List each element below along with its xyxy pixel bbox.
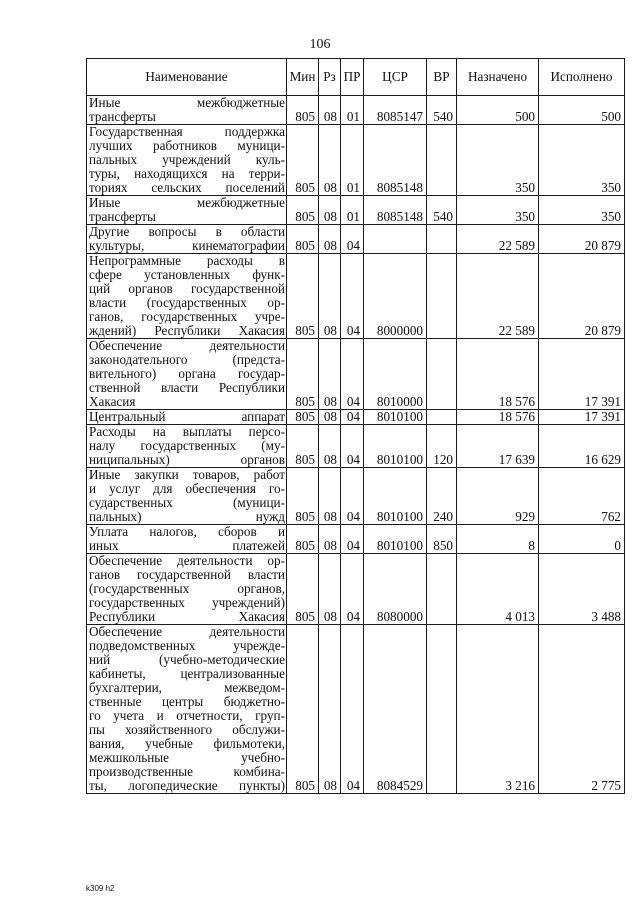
footer-code: k309 h2 [86,884,115,893]
name-line: Хакасия [89,394,136,409]
cell-vr: 540 [427,196,457,225]
name-line: налу государственных (му- [89,438,285,453]
table-row [87,525,625,554]
name-line: сфере установленных функ- [89,267,285,282]
header-vr: ВР [427,59,457,96]
cell-pr: 04 [341,410,364,425]
cell-name [87,196,287,225]
name-line: го учета и отчетности, груп- [89,708,285,723]
cell-min: 805 [287,125,319,196]
cell-naznacheno: 18 576 [457,410,539,425]
name-line: Иные закупки товаров, работ [89,467,285,482]
cell-naznacheno: 350 [457,125,539,196]
cell-name [87,425,287,468]
cell-pr: 04 [341,425,364,468]
table-row [87,225,625,254]
cell-min: 805 [287,225,319,254]
table-row [87,410,625,425]
cell-csr [364,225,427,254]
name-line: ганов государственной власти [89,567,285,582]
cell-rz: 08 [319,96,341,125]
name-line: и услуг для обеспечения го- [89,481,285,496]
name-line: производственные комбина- [89,764,285,779]
cell-name [87,125,287,196]
cell-min: 805 [287,425,319,468]
name-line: пальных) нужд [89,509,285,524]
cell-min: 805 [287,196,319,225]
cell-pr: 04 [341,468,364,525]
cell-naznacheno: 17 639 [457,425,539,468]
name-line: Обеспечение деятельности ор- [89,553,285,568]
name-line: пальных учреждений куль- [89,152,285,167]
cell-csr: 8085147 [364,96,427,125]
name-line: Государственная поддержка [89,124,285,139]
cell-csr: 8010100 [364,425,427,468]
name-line: сударственных (муници- [89,495,285,510]
cell-ispolneno: 17 391 [539,339,625,410]
name-line: Иные межбюджетные [89,195,285,210]
cell-ispolneno: 350 [539,125,625,196]
name-line: трансферты [89,209,156,224]
cell-vr: 120 [427,425,457,468]
cell-pr: 04 [341,554,364,625]
name-line: Центральный аппарат [89,409,285,424]
name-line: бухгалтерии, межведом- [89,680,285,695]
cell-csr: 8085148 [364,196,427,225]
cell-csr: 8085148 [364,125,427,196]
cell-ispolneno: 3 488 [539,554,625,625]
cell-min: 805 [287,96,319,125]
cell-name [87,254,287,339]
cell-pr: 04 [341,525,364,554]
cell-name [87,225,287,254]
cell-naznacheno: 18 576 [457,339,539,410]
cell-csr: 8010100 [364,525,427,554]
cell-name [87,525,287,554]
cell-csr: 8080000 [364,554,427,625]
name-line: межшкольные учебно- [89,750,285,765]
header-name: Наименование [87,59,287,96]
cell-ispolneno: 0 [539,525,625,554]
cell-min: 805 [287,254,319,339]
cell-name [87,96,287,125]
cell-naznacheno: 929 [457,468,539,525]
cell-vr [427,410,457,425]
name-line: Обеспечение деятельности [89,624,285,639]
name-line: Другие вопросы в области [89,224,285,239]
page-number: 106 [309,37,331,52]
cell-naznacheno: 22 589 [457,225,539,254]
cell-min: 805 [287,525,319,554]
cell-rz: 08 [319,625,341,794]
name-line: Иные межбюджетные [89,95,285,110]
header-min: Мин [287,59,319,96]
cell-naznacheno: 4 013 [457,554,539,625]
cell-pr: 04 [341,254,364,339]
name-line: ственной власти Республики [89,380,285,395]
cell-vr [427,125,457,196]
name-line: иных платежей [89,538,285,553]
cell-pr: 01 [341,196,364,225]
name-line: ственные центры бюджетно- [89,694,285,709]
name-line: государственных учреждений) [89,595,285,610]
cell-vr [427,625,457,794]
table-body [87,96,625,794]
cell-min: 805 [287,339,319,410]
name-line: вительного) органа государ- [89,366,285,381]
cell-vr [427,339,457,410]
cell-naznacheno: 350 [457,196,539,225]
cell-naznacheno: 3 216 [457,625,539,794]
name-line: пы хозяйственного обслужи- [89,722,285,737]
cell-ispolneno: 762 [539,468,625,525]
budget-table [86,58,625,794]
cell-ispolneno: 500 [539,96,625,125]
cell-rz: 08 [319,225,341,254]
cell-rz: 08 [319,254,341,339]
cell-min: 805 [287,554,319,625]
table-row [87,196,625,225]
cell-naznacheno: 500 [457,96,539,125]
cell-vr [427,225,457,254]
cell-vr: 850 [427,525,457,554]
name-line: трансферты [89,109,156,124]
cell-csr: 8084529 [364,625,427,794]
name-line: лучших работников муници- [89,138,285,153]
cell-rz: 08 [319,554,341,625]
name-line: Обеспечение деятельности [89,338,285,353]
cell-pr: 01 [341,125,364,196]
cell-rz: 08 [319,525,341,554]
cell-min: 805 [287,468,319,525]
cell-rz: 08 [319,125,341,196]
cell-name [87,339,287,410]
header-pr: ПР [341,59,364,96]
name-line: законодательного (предста- [89,352,285,367]
cell-pr: 04 [341,225,364,254]
cell-name [87,410,287,425]
table-row [87,625,625,794]
cell-min: 805 [287,625,319,794]
table-row [87,339,625,410]
cell-vr [427,554,457,625]
table-row [87,254,625,339]
cell-name [87,554,287,625]
cell-name [87,468,287,525]
cell-csr: 8010000 [364,339,427,410]
name-line: Республики Хакасия [89,609,285,624]
name-line: ждений) Республики Хакасия [89,323,285,338]
name-line: кабинеты, централизованные [89,666,285,681]
cell-naznacheno: 22 589 [457,254,539,339]
cell-naznacheno: 8 [457,525,539,554]
cell-pr: 01 [341,96,364,125]
header-rz: Рз [319,59,341,96]
cell-ispolneno: 17 391 [539,410,625,425]
cell-rz: 08 [319,339,341,410]
cell-csr: 8000000 [364,254,427,339]
name-line: вания, учебные фильмотеки, [89,736,285,751]
name-line: ториях сельских поселений [89,180,285,195]
name-line: ниципальных) органов [89,452,285,467]
cell-ispolneno: 20 879 [539,225,625,254]
cell-ispolneno: 2 775 [539,625,625,794]
table-row [87,468,625,525]
name-line: власти (государственных ор- [89,295,285,310]
cell-name [87,625,287,794]
cell-ispolneno: 16 629 [539,425,625,468]
cell-pr: 04 [341,339,364,410]
cell-vr [427,254,457,339]
header-ispolneno: Исполнено [539,59,625,96]
name-line: ты, логопедические пункты) [89,778,285,793]
name-line: Расходы на выплаты персо- [89,424,285,439]
cell-rz: 08 [319,410,341,425]
cell-pr: 04 [341,625,364,794]
name-line: культуры, кинематографии [89,238,285,253]
name-line: туры, находящихся на терри- [89,166,285,181]
cell-min: 805 [287,410,319,425]
table-header-row [87,59,625,96]
cell-vr: 240 [427,468,457,525]
name-line: ний (учебно-методические [89,652,285,667]
name-line: ганов, государственных учре- [89,309,285,324]
name-line: Уплата налогов, сборов и [89,524,285,539]
name-line: Непрограммные расходы в [89,253,285,268]
cell-ispolneno: 350 [539,196,625,225]
cell-ispolneno: 20 879 [539,254,625,339]
table-row [87,425,625,468]
table-row [87,554,625,625]
table-row [87,96,625,125]
cell-rz: 08 [319,468,341,525]
name-line: подведомственных учрежде- [89,638,285,653]
name-line: (государственных органов, [89,581,285,596]
cell-rz: 08 [319,425,341,468]
cell-csr: 8010100 [364,468,427,525]
cell-vr: 540 [427,96,457,125]
table-row [87,125,625,196]
header-naznacheno: Назначено [457,59,539,96]
cell-rz: 08 [319,196,341,225]
header-csr: ЦСР [364,59,427,96]
name-line: ций органов государственной [89,281,285,296]
cell-csr: 8010100 [364,410,427,425]
